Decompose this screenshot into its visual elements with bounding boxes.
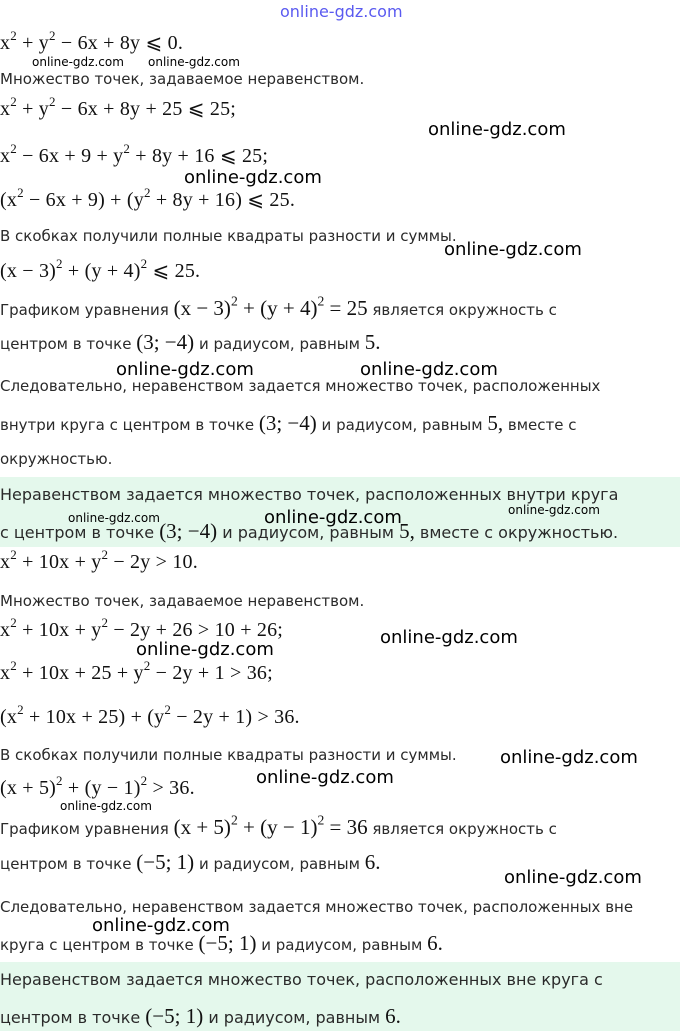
concl-pre-2: круга с центром в точке bbox=[0, 936, 194, 954]
squares-note-1: В скобках получили полные квадраты разности и суммы. bbox=[0, 227, 457, 245]
answer-post-1: вместе с окружностью. bbox=[419, 523, 619, 542]
result-2: $(x + 5)^2 + (y - 1)^2 > 36$. bbox=[0, 772, 195, 799]
answer-radius-1: 5, bbox=[399, 519, 415, 543]
concl-post-1: вместе с bbox=[507, 416, 577, 434]
answer-pre-1: с центром в точке bbox=[0, 523, 155, 542]
watermark: online-gdz.com bbox=[264, 507, 402, 528]
step1-1: $x^2 + y^2 - 6x + 8y + 25$ ⩽ 25; bbox=[0, 93, 237, 120]
answer-pre-2: центром в точке bbox=[0, 1008, 141, 1027]
concl-pre-1: внутри круга с центром в точке bbox=[0, 416, 255, 434]
set-label-1: Множество точек, задаваемое неравенством. bbox=[0, 70, 365, 88]
watermark: online-gdz.com bbox=[32, 55, 124, 69]
answer-box-2 bbox=[0, 962, 680, 1031]
center-pre-1: центром в точке bbox=[0, 335, 132, 353]
watermark: online-gdz.com bbox=[136, 639, 274, 660]
watermark: online-gdz.com bbox=[360, 359, 498, 380]
watermark: online-gdz.com bbox=[60, 799, 152, 813]
answer-center-2: (−5; 1) bbox=[145, 1004, 204, 1028]
graph-pre-2: Графиком уравнения bbox=[0, 820, 169, 838]
center-pre-2: центром в точке bbox=[0, 855, 132, 873]
conclusion-line2-1 bbox=[0, 411, 577, 436]
graph-pre-1: Графиком уравнения bbox=[0, 301, 169, 319]
conclusion-line1-1: Следовательно, неравенством задается множество точек, расположенных bbox=[0, 377, 601, 395]
answer-center-1: (3; −4) bbox=[159, 519, 218, 543]
center-sentence-2 bbox=[0, 850, 381, 875]
radius-pre-1: и радиусом, равным bbox=[198, 335, 360, 353]
set-label-2: Множество точек, задаваемое неравенством. bbox=[0, 592, 365, 610]
answer-mid-1: и радиусом, равным bbox=[222, 523, 394, 542]
graph-eq-2: $(x + 5)^2 + (y - 1)^2 = 36$ bbox=[173, 812, 368, 839]
center-1: (3; −4) bbox=[136, 330, 195, 354]
conclusion-line3-1: окружностью. bbox=[0, 450, 113, 468]
watermark: online-gdz.com bbox=[92, 915, 230, 936]
answer-line1-2: Неравенством задается множество точек, расположенных вне круга с bbox=[0, 970, 603, 989]
watermark: online-gdz.com bbox=[504, 867, 642, 888]
inequality-2: $x^2 + 10x + y^2 - 2y > 10$. bbox=[0, 546, 198, 573]
watermark: online-gdz.com bbox=[68, 511, 160, 525]
graph-sentence-2 bbox=[0, 812, 557, 840]
concl-mid-1: и радиусом, равным bbox=[321, 416, 483, 434]
watermark: online-gdz.com bbox=[116, 359, 254, 380]
step2-2: $x^2 + 10x + 25 + y^2 - 2y + 1 > 36$; bbox=[0, 657, 273, 684]
answer-mid-2: и радиусом, равным bbox=[208, 1008, 381, 1027]
graph-eq-1: $(x - 3)^2 + (y + 4)^2 = 25$ bbox=[173, 293, 368, 320]
watermark: online-gdz.com bbox=[148, 55, 240, 69]
concl-radius-1: 5, bbox=[487, 411, 504, 435]
step2-1: $x^2 - 6x + 9 + y^2 + 8y + 16$ ⩽ 25; bbox=[0, 140, 269, 167]
concl-radius-2: 6. bbox=[427, 931, 443, 955]
concl-center-1: (3; −4) bbox=[258, 411, 317, 435]
center-sentence-1 bbox=[0, 330, 381, 355]
watermark: online-gdz.com bbox=[508, 503, 600, 517]
graph-sentence-1 bbox=[0, 293, 557, 321]
watermark: online-gdz.com bbox=[500, 747, 638, 768]
answer-line1-1: Неравенством задается множество точек, расположенных внутри круга bbox=[0, 485, 619, 504]
center-2: (−5; 1) bbox=[136, 850, 195, 874]
watermark: online-gdz.com bbox=[444, 239, 582, 260]
radius-pre-2: и радиусом, равным bbox=[198, 855, 360, 873]
radius-1: 5. bbox=[364, 330, 381, 354]
inequality-1: $x^2 + y^2 - 6x + 8y$ ⩽ 0. bbox=[0, 27, 184, 54]
graph-post-2: является окружность с bbox=[372, 820, 557, 838]
step3-2: $(x^2 + 10x + 25) + (y^2 - 2y + 1) > 36$. bbox=[0, 701, 300, 728]
step1-2: $x^2 + 10x + y^2 - 2y + 26 > 10 + 26$; bbox=[0, 614, 284, 641]
graph-post-1: является окружность с bbox=[372, 301, 557, 319]
site-watermark-header: online-gdz.com bbox=[280, 2, 403, 21]
step3-1: $(x^2 - 6x + 9) + (y^2 + 8y + 16)$ ⩽ 25. bbox=[0, 184, 296, 211]
answer-radius-2: 6. bbox=[385, 1004, 401, 1028]
conclusion-line1-2: Следовательно, неравенством задается множество точек, расположенных вне bbox=[0, 898, 634, 916]
concl-center-2: (−5; 1) bbox=[198, 931, 257, 955]
watermark: online-gdz.com bbox=[184, 167, 322, 188]
watermark: online-gdz.com bbox=[428, 119, 566, 140]
watermark: online-gdz.com bbox=[380, 627, 518, 648]
squares-note-2: В скобках получили полные квадраты разности и суммы. bbox=[0, 746, 457, 764]
result-1: $(x - 3)^2 + (y + 4)^2$ ⩽ 25. bbox=[0, 255, 201, 282]
concl-mid-2: и радиусом, равным bbox=[261, 936, 423, 954]
radius-2: 6. bbox=[364, 850, 381, 874]
watermark: online-gdz.com bbox=[256, 767, 394, 788]
answer-line2-2 bbox=[0, 1004, 401, 1029]
